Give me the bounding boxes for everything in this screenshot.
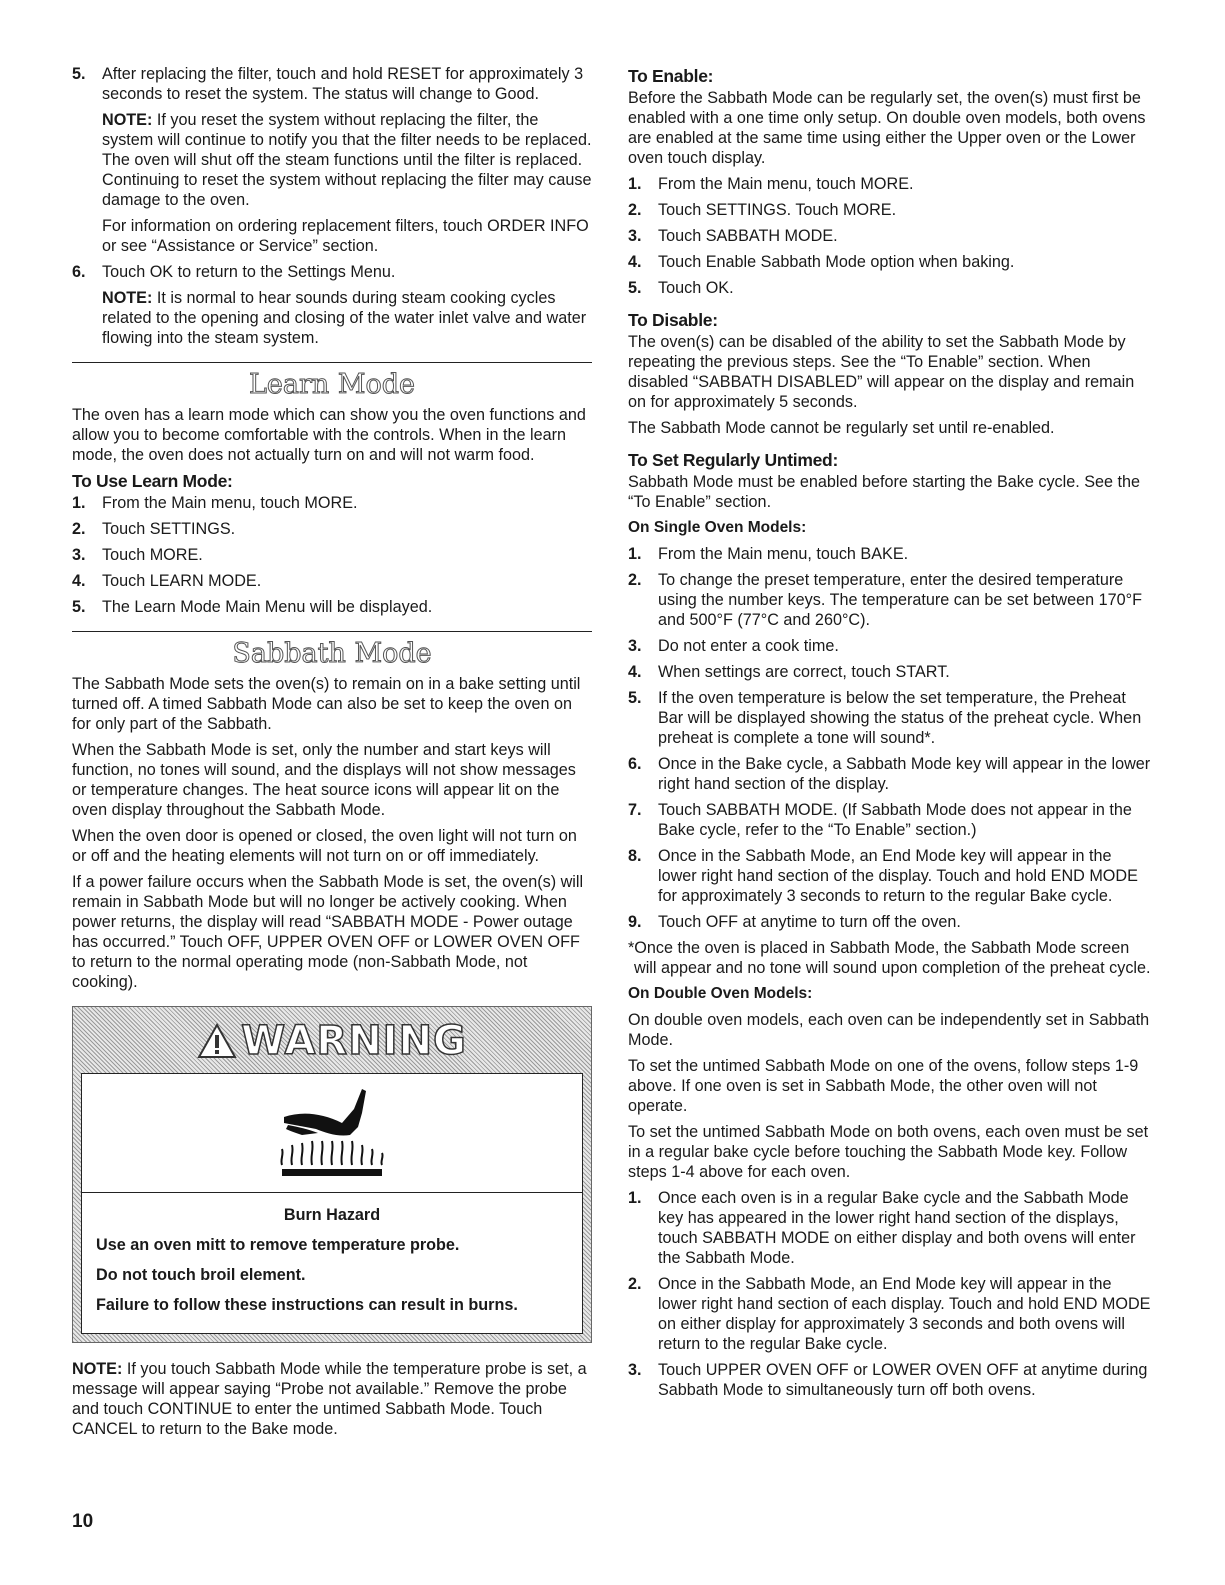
double-oven-paragraph: To set the untimed Sabbath Mode on one of the ovens, follow steps 1-9 above. If one oven is set in Sabbath Mode, the other oven will not operate. xyxy=(628,1057,1139,1115)
list-item xyxy=(72,493,592,513)
step-text: Touch OK. xyxy=(658,279,734,297)
step-number: 4. xyxy=(628,663,642,681)
learn-mode-steps xyxy=(72,493,592,617)
warning-box xyxy=(72,1006,592,1343)
warning-line: Failure to follow these instructions can result in burns. xyxy=(96,1296,518,1314)
step-text: Touch OFF at anytime to turn off the oven. xyxy=(658,913,961,931)
hand-over-heat-icon xyxy=(262,1083,402,1183)
list-item xyxy=(628,570,1153,630)
use-learn-mode-subheading: To Use Learn Mode: xyxy=(72,471,233,491)
step-number: 4. xyxy=(72,572,86,590)
step-number: 5. xyxy=(628,689,642,707)
step-text: From the Main menu, touch BAKE. xyxy=(658,545,909,563)
note-text: If you reset the system without replacing the filter, the system will continue to notify you that the filter needs to be replaced. The oven will shut off the steam functions until the filter is replaced. Continuing to reset the system without replacing the filter may cause damage to the oven. xyxy=(102,111,592,209)
sabbath-paragraph: When the Sabbath Mode is set, only the number and start keys will function, no tones will sound, and the displays will not show messages or temperature changes. The heat source icons will appear lit on the oven display throughout the Sabbath Mode. xyxy=(72,741,576,819)
list-item xyxy=(628,800,1153,840)
list-item xyxy=(628,846,1153,906)
step-text: Once in the Sabbath Mode, an End Mode key will appear in the lower right hand section of the display. Touch and hold END MODE for approximately 3 seconds to return to the regular Bake cycle. xyxy=(658,847,1138,905)
note-text: If you touch Sabbath Mode while the temperature probe is set, a message will appear saying “Probe not available.” Remove the probe and touch CONTINUE to enter the untimed Sabbath Mode. Touch CANCEL to return to the Bake mode. xyxy=(72,1360,587,1438)
double-oven-subheading: On Double Oven Models: xyxy=(628,985,813,1002)
section-divider xyxy=(72,362,592,363)
page-number: 10 xyxy=(72,1511,94,1532)
step-number: 6. xyxy=(628,755,642,773)
step-number: 5. xyxy=(72,598,86,616)
hazard-title: Burn Hazard xyxy=(283,1206,381,1224)
to-disable-heading: To Disable: xyxy=(628,310,718,330)
info-paragraph: For information on ordering replacement filters, touch ORDER INFO or see “Assistance or Service” section. xyxy=(102,217,589,255)
note-label: NOTE: xyxy=(102,289,153,307)
step-text: Touch OK to return to the Settings Menu. xyxy=(102,263,396,281)
list-item xyxy=(628,636,1153,656)
learn-mode-intro: The oven has a learn mode which can show you the oven functions and allow you to become comfortable with the controls. When in the learn mode, the oven does not actually turn on and will not warm food. xyxy=(72,406,586,464)
step-text: If the oven temperature is below the set temperature, the Preheat Bar will be displayed showing the status of the preheat cycle. When preheat is complete a tone will sound*. xyxy=(658,689,1142,747)
list-item xyxy=(628,200,1153,220)
warning-line: Use an oven mitt to remove temperature probe. xyxy=(96,1236,460,1254)
step-number: 1. xyxy=(628,175,642,193)
step-number: 2. xyxy=(628,1275,642,1293)
step-text: From the Main menu, touch MORE. xyxy=(102,494,358,512)
right-column xyxy=(628,64,1153,1406)
list-item xyxy=(628,174,1153,194)
step-number: 3. xyxy=(628,1361,642,1379)
step-text: The Learn Mode Main Menu will be displayed. xyxy=(102,598,433,616)
step-text: Touch SABBATH MODE. (If Sabbath Mode does not appear in the Bake cycle, refer to the “To Enable” section.) xyxy=(658,801,1132,839)
step-number: 1. xyxy=(628,545,642,563)
set-untimed-heading: To Set Regularly Untimed: xyxy=(628,450,838,470)
step-text: Once each oven is in a regular Bake cycle and the Sabbath Mode key has appeared in the lower right hand section of the displays, touch SABBATH MODE on either display and both ovens will enter the Sabbath Mode. xyxy=(658,1189,1136,1267)
list-item xyxy=(72,597,592,617)
left-column xyxy=(72,64,592,1445)
double-oven-paragraph: On double oven models, each oven can be independently set in Sabbath Mode. xyxy=(628,1011,1150,1049)
note-text: It is normal to hear sounds during steam cooking cycles related to the opening and closing of the water inlet valve and water flowing into the steam system. xyxy=(102,289,587,347)
step-number: 5. xyxy=(628,279,642,297)
sabbath-paragraph: When the oven door is opened or closed, the oven light will not turn on or off and the heating elements will not turn on or off immediately. xyxy=(72,827,577,865)
step-text: Once in the Bake cycle, a Sabbath Mode key will appear in the lower right hand section of the display. xyxy=(658,755,1151,793)
note-paragraph xyxy=(102,288,592,348)
step-number: 2. xyxy=(72,520,86,538)
sabbath-mode-heading: Sabbath Mode xyxy=(232,638,432,669)
step-number: 6. xyxy=(72,263,86,281)
step-text: Touch UPPER OVEN OFF or LOWER OVEN OFF at anytime during Sabbath Mode to simultaneously turn off both ovens. xyxy=(658,1361,1148,1399)
list-item xyxy=(628,226,1153,246)
step-text: Touch SABBATH MODE. xyxy=(658,227,838,245)
list-item xyxy=(72,571,592,591)
list-item xyxy=(628,912,1153,932)
list-item xyxy=(628,278,1153,298)
disable-paragraph: The Sabbath Mode cannot be regularly set until re-enabled. xyxy=(628,419,1055,437)
steam-steps-list xyxy=(72,64,592,348)
warning-message xyxy=(81,1193,583,1334)
step-text: Touch SETTINGS. xyxy=(102,520,236,538)
step-text: Once in the Sabbath Mode, an End Mode key will appear in the lower right hand section of each display. Touch and hold END MODE on either display for approximately 3 seconds and both ovens will return to the regular Bake cycle. xyxy=(658,1275,1151,1353)
step-number: 7. xyxy=(628,801,642,819)
step-number: 2. xyxy=(628,201,642,219)
step-text: To change the preset temperature, enter the desired temperature using the number keys. The temperature can be set between 170°F and 500°F (77°C and 260°C). xyxy=(658,571,1142,629)
enable-intro: Before the Sabbath Mode can be regularly set, the oven(s) must first be enabled with a one time only setup. On double oven models, both ovens are enabled at the same time using either the Upper oven or the Lower oven touch display. xyxy=(628,89,1146,167)
learn-mode-heading: Learn Mode xyxy=(248,369,416,400)
section-divider xyxy=(72,631,592,632)
list-item xyxy=(72,262,592,348)
single-oven-subheading: On Single Oven Models: xyxy=(628,519,807,536)
warning-header xyxy=(81,1017,583,1065)
double-oven-paragraph: To set the untimed Sabbath Mode on both ovens, each oven must be set in a regular bake cycle before touching the Sabbath Mode key. Follow steps 1-4 above for each oven. xyxy=(628,1123,1149,1181)
step-number: 8. xyxy=(628,847,642,865)
step-text: Touch MORE. xyxy=(102,546,203,564)
warning-triangle-icon xyxy=(197,1023,237,1059)
warning-line: Do not touch broil element. xyxy=(96,1266,306,1284)
list-item xyxy=(628,1360,1153,1400)
probe-note xyxy=(72,1359,592,1439)
step-text: Touch SETTINGS. Touch MORE. xyxy=(658,201,897,219)
step-number: 3. xyxy=(628,227,642,245)
list-item xyxy=(628,754,1153,794)
list-item xyxy=(72,519,592,539)
step-number: 3. xyxy=(72,546,86,564)
burn-hazard-pictogram xyxy=(81,1073,583,1193)
note-label: NOTE: xyxy=(72,1360,123,1378)
step-text: After replacing the filter, touch and hold RESET for approximately 3 seconds to reset the system. The status will change to Good. xyxy=(102,65,584,103)
step-text: From the Main menu, touch MORE. xyxy=(658,175,914,193)
untimed-intro: Sabbath Mode must be enabled before starting the Bake cycle. See the “To Enable” section. xyxy=(628,473,1141,511)
list-item xyxy=(628,1274,1153,1354)
disable-paragraph: The oven(s) can be disabled of the ability to set the Sabbath Mode by repeating the previous steps. See the “To Enable” section. When disabled “SABBATH DISABLED” will appear on the display and remain on for approximately 5 seconds. xyxy=(628,333,1135,411)
step-number: 3. xyxy=(628,637,642,655)
step-text: Touch LEARN MODE. xyxy=(102,572,262,590)
double-oven-steps xyxy=(628,1188,1153,1400)
sabbath-paragraph: If a power failure occurs when the Sabbath Mode is set, the oven(s) will remain in Sabbath Mode but will no longer be actively cooking. When power returns, the display will read “SABBATH MODE - Power outage has occurred.” Touch OFF, UPPER OVEN OFF or LOWER OVEN OFF to return to the normal operating mode (non-Sabbath Mode, not cooking). xyxy=(72,873,584,991)
step-number: 1. xyxy=(72,494,86,512)
preheat-footnote: *Once the oven is placed in Sabbath Mode, the Sabbath Mode screen will appear and no tone will sound upon completion of the preheat cycle. xyxy=(628,939,1151,977)
list-item xyxy=(628,688,1153,748)
single-oven-steps xyxy=(628,544,1153,932)
list-item xyxy=(628,662,1153,682)
list-item xyxy=(72,545,592,565)
note-label: NOTE: xyxy=(102,111,153,129)
warning-label: WARNING xyxy=(241,1018,467,1064)
step-number: 1. xyxy=(628,1189,642,1207)
note-paragraph xyxy=(102,110,592,210)
step-text: When settings are correct, touch START. xyxy=(658,663,950,681)
sabbath-paragraph: The Sabbath Mode sets the oven(s) to remain on in a bake setting until turned off. A timed Sabbath Mode can also be set to keep the oven on for only part of the Sabbath. xyxy=(72,675,581,733)
list-item xyxy=(72,64,592,256)
step-text: Do not enter a cook time. xyxy=(658,637,839,655)
step-number: 4. xyxy=(628,253,642,271)
list-item xyxy=(628,544,1153,564)
step-number: 9. xyxy=(628,913,642,931)
list-item xyxy=(628,1188,1153,1268)
enable-steps xyxy=(628,174,1153,298)
list-item xyxy=(628,252,1153,272)
step-number: 5. xyxy=(72,65,86,83)
step-text: Touch Enable Sabbath Mode option when baking. xyxy=(658,253,1015,271)
to-enable-heading: To Enable: xyxy=(628,66,714,86)
step-number: 2. xyxy=(628,571,642,589)
